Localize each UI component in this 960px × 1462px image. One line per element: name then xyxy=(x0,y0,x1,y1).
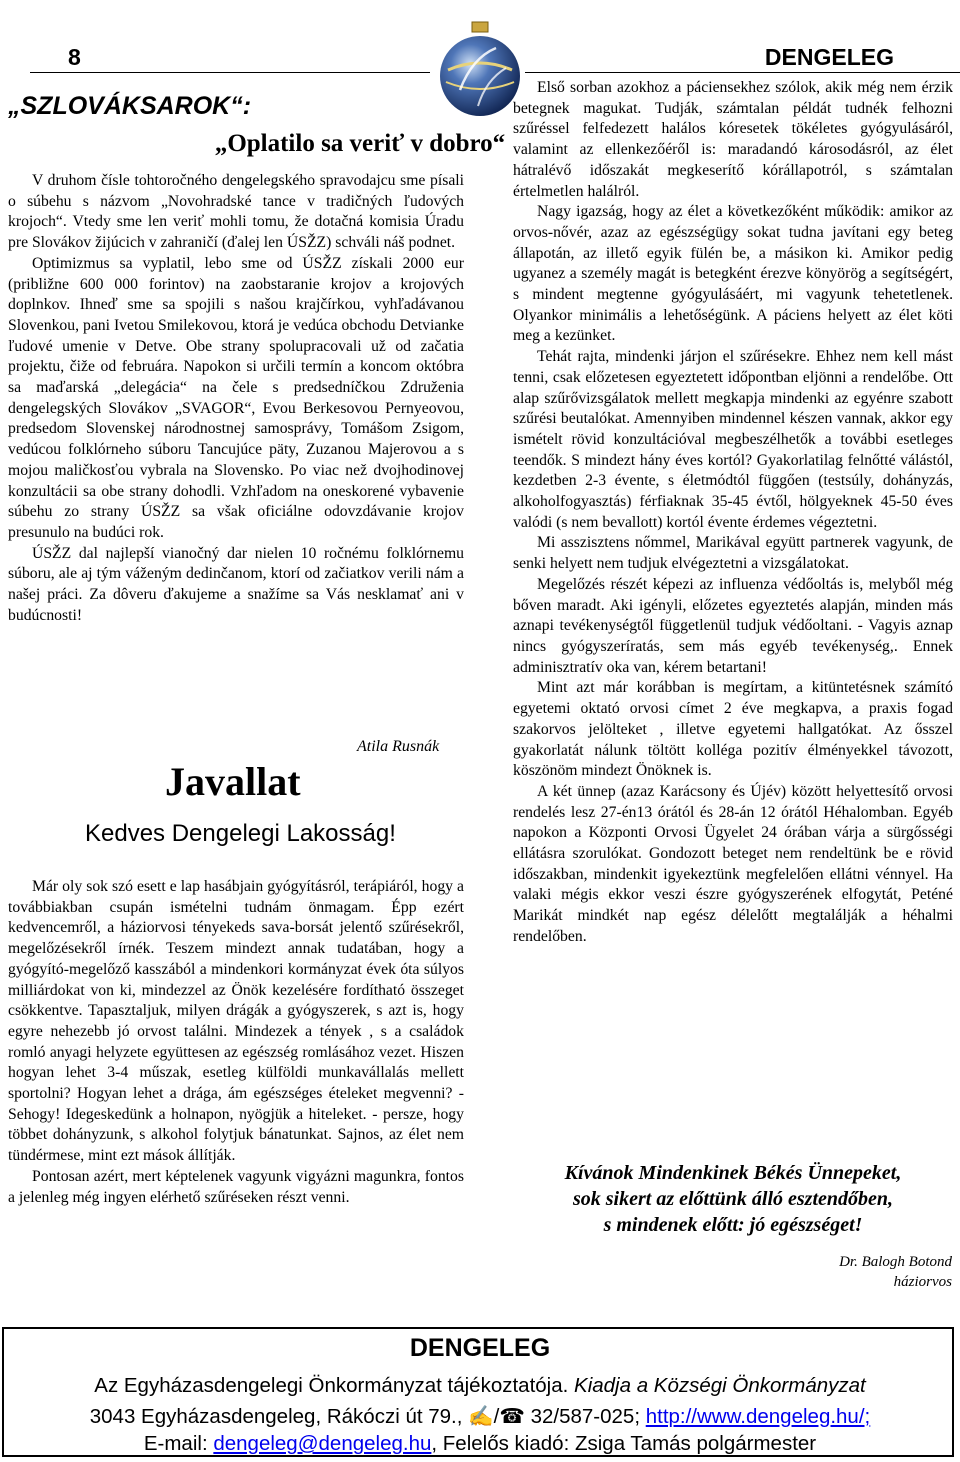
article-paragraph: ÚSŽZ dal najlepší vianočný dar nielen 10 ročnému folklórnemu súboru, ale aj tým váženým dedinčanom, ktorí od začiatkov verili nám a našej práci. Za dôveru ďakujeme a snažíme sa Vás nesklamať ani v budúcnosti! xyxy=(8,544,464,624)
footer-email-label: E-mail: xyxy=(143,1432,214,1455)
article-author: Atila Rusnák xyxy=(357,738,440,755)
javallat-greeting: Kedves Dengelegi Lakosság! xyxy=(85,820,396,847)
holiday-wish-line: sok sikert az előttünk álló esztendőben, xyxy=(572,1188,894,1210)
footer-brand: DENGELEG xyxy=(409,1334,551,1362)
javallat-paragraph: Már oly sok szó esett e lap hasábjain gyógyításról, terápiáról, hogy a továbbiakban csupán ismételni tudnám önmagam. Épp ezért kedvencemről, a háziorvosi tényekeds sava-borsát jelentő szűrésekről, megelőzésekről írnék. Teszem mindezt annak tudatában, hogy a gyógyító-megelőző kasszából a mindenkori kormányzat évek óta súlyos milliárdokat von ki, mindezzel az Önök kezelésére fordítható összeget csökkentve. Tapasztaljuk, milyen drágák a gyógyszerek, s azt is, hogy egyre nehezebb jó orvost találni. Mindezek a tények , s a családok romló anyagi helyzete együttesen az egészség romlásához vezet. Hiszen hogyan lehet 3-4 műszak, esetleg külföldi munkavállalás mellett sportolni? Hogyan lehet a drága, ám egészséges ételeket megvenni? - Sehogy! Idegeskedünk a holnapon, nyögjük a hiteleket. - persze, hogy többet dohányzunk, s alkohol folytjuk bánatunkat. Sajnos, az élet nem tündérmese, mint ezt mások állítják. xyxy=(8,878,464,1165)
footer-description: Az Egyházasdengelegi Önkormányzat tájékoztatója. xyxy=(94,1374,575,1397)
footer-address: 3043 Egyházasdengeleg, Rákóczi út 79., xyxy=(89,1405,469,1428)
header-rule-left xyxy=(30,72,430,73)
section-title: „SZLOVÁKSAROK“: xyxy=(8,92,252,120)
right-paragraph: Nagy igazság, hogy az élet a következőként működik: amikor az orvos-nővér, azaz az egészségügy sokat tudna javítani egy beteg állapotán, az illető egyik fülén be, a másikon ki. Amikor pedig ugyanez a személy magát is betegként érezve könyörög a segítségért, s mindent megtenne gyógyulásáért, mi vagyunk tehetetlenek. Olyankor minimális a lehetőségünk. A páciens helyett az élet köti meg a kezünket. xyxy=(513,203,953,345)
javallat-paragraph: Pontosan azért, mert képtelenek vagyunk vigyázni magunkra, fontos a jelenleg még ingyen elérhető szűréseken részt venni. xyxy=(8,1167,464,1206)
right-column-body xyxy=(513,78,953,948)
footer-responsible-publisher: , Felelős kiadó: Zsiga Tamás polgármester xyxy=(431,1432,817,1455)
header-rule-right xyxy=(525,72,960,73)
right-paragraph: Tehát rajta, mindenki járjon el szűrésekre. Ehhez nem kell mást tenni, csak előzetesen egyeztetett időpontban eljönni a rendelőbe. Ott alap szűrővizsgálatok mellett megkapja mindenki az egyénre szabott szűrési beutalókat. Amennyiben mindennel készen vannak, akkor egy ismételt rövid konzultációval megbeszélhetők a további esetleges teendők. S mindezt hány éves kortól? Gyakorlatilag felnőtté válástól, kezdetben 2-3 évente, s életmódtól függően (testsúly, dohányzás, alkoholfogyasztás) férfiaknak 35-45 évtől, hölgyeknek 45-50 éves valódi (s nem bevallott) kortól évente érdemes végeztetni. xyxy=(513,348,953,531)
article-body xyxy=(8,171,464,626)
right-paragraph: Megelőzés részét képezi az influenza védőoltás is, melyből még bőven maradt. Aki igényli, előzetes egyeztetés alapján, minden más aznapi tevékenységtől függetlenül tudjuk védőoltani. - Vagyis aznap nincs gyógyszeríratás, sem más egyéb tevékenység,. Ennek adminisztratív oka van, kérem betartani! xyxy=(513,575,953,676)
article-title: „Oplatilo sa veriť v dobro“ xyxy=(214,130,506,157)
holiday-wish-line: Kívánok Mindenkinek Békés Ünnepeket, xyxy=(564,1162,902,1184)
javallat-title: Javallat xyxy=(165,759,301,804)
article-paragraph: V druhom čísle tohtoročného dengelegského spravodajcu sme písali o súbehu s názvom „Novohradské tance v tradičných ľudových krojoch“. Vtedy sme len veriť mohli tomu, že dotačná komisia Úradu pre Slovákov žijúcich v zahraničí (ďalej len ÚSŽZ) schváli náš podnet. xyxy=(8,172,464,252)
holiday-wish xyxy=(513,1160,953,1238)
signature-role: háziorvos xyxy=(893,1274,952,1290)
footer-phone: 32/587-025; xyxy=(524,1405,646,1428)
footer-email-link[interactable]: dengeleg@dengeleg.hu xyxy=(213,1432,432,1455)
footer-publisher-line xyxy=(0,1374,960,1398)
right-paragraph: Első sorban azokhoz a páciensekhez szólok, akik még nem érzik betegnek magukat. Tudják, számtalan példát tudnék felhozni szűréssel felfedezett halálos kóresetek tökéletes gyógyulásáról, valamint az ellenkezőéről is: maradandó károsodásról, az élet hátralévő időszakát megkeserítő kórállapotról, s számtalan értelmetlen halálról. xyxy=(513,79,953,200)
javallat-body xyxy=(8,877,464,1208)
page-number: 8 xyxy=(68,44,81,70)
header-brand: DENGELEG xyxy=(764,44,894,70)
footer-web-link[interactable]: http://www.dengeleg.hu/; xyxy=(645,1405,871,1428)
signature-name: Dr. Balogh Botond xyxy=(839,1254,952,1270)
right-paragraph: A két ünnep (azaz Karácsony és Újév) között helyettesítő orvosi rendelés lesz 27-én13 órától és 28-án 12 órától Héhalomban. Egyéb napokon a Központi Orvosi Ügyelet 24 órában várja a sürgősségi ellátásra szorulókat. Gondozott beteget nem rendeltünk be e rövid időszakban, mindenkit igyekeztünk megfelelően ellátni vénnyel. Ha valaki mégis ekkor veszi észre gyógyszerének elfogytát, Peténé Marikát mindkét nap egész délelőtt megtalálják a héhalmi rendelőben. xyxy=(513,782,953,945)
right-paragraph: Mint azt már korábban is megírtam, a kitüntetésnek számító egyetemi oktató orvosi címet 2 éve megkapva, a praxis fogad szakorvos jelölteket , illetve egyetemi hallgatókat. Az ősszel gyakorlatát nálunk töltött kollégа pozitív élményekkel távozott, köszönöm mindezt Önöknek is. xyxy=(513,679,953,780)
holiday-wish-line: s mindenek előtt: jó egészséget! xyxy=(603,1214,863,1236)
footer-contact-line xyxy=(0,1404,960,1429)
footer-email-line xyxy=(0,1432,960,1456)
footer-issuer: Kiadja a Községi Önkormányzat xyxy=(574,1374,866,1397)
article-paragraph: Optimizmus sa vyplatil, lebo sme od ÚSŽZ získali 2000 eur (približne 600 000 forintov) na zaobstaranie krojov a krojových doplnkov. Ihneď sme sa spojili s našou krajčírkou, vyhľadávanou Slovenkou, pani Ivetou Smilekovou, ktorá je vedúca obchodu Detvianke ľudové umenie v Detve. Obe strany spolupracovali už od začatia projektu, čiže od februára. Napokon si určili termín a koncom októbra sa maďarská „delegácia“ na čele s predsedníčkou Združenia dengelegských Slovákov „SVAGOR“, Evou Berkesovou Pernyeovou, predsedom Slovenskej národnostnej samosprávy, Tomášom Zsigom, vedúcou folklórneho súboru Tancujúce päty, Zuzanou Majerovou a s mojou maličkosťou vybrala na Slovensko. Po viac než dvojhodinovej konzultácii sa obe strany dohodli. Vzhľadom na oneskorené vybavenie súbehu zo strany ÚSŽZ sa však oficiálne odovzdávanie krojov presunulo na budúci rok. xyxy=(8,254,464,541)
phone-icon: ✍/☎ xyxy=(468,1405,525,1428)
right-paragraph: Mi asszisztens nőmmel, Marikával együtt partnerek vagyunk, de senki helyett nem tudjuk elvégeztetni a vizsgálatokat. xyxy=(513,534,953,573)
